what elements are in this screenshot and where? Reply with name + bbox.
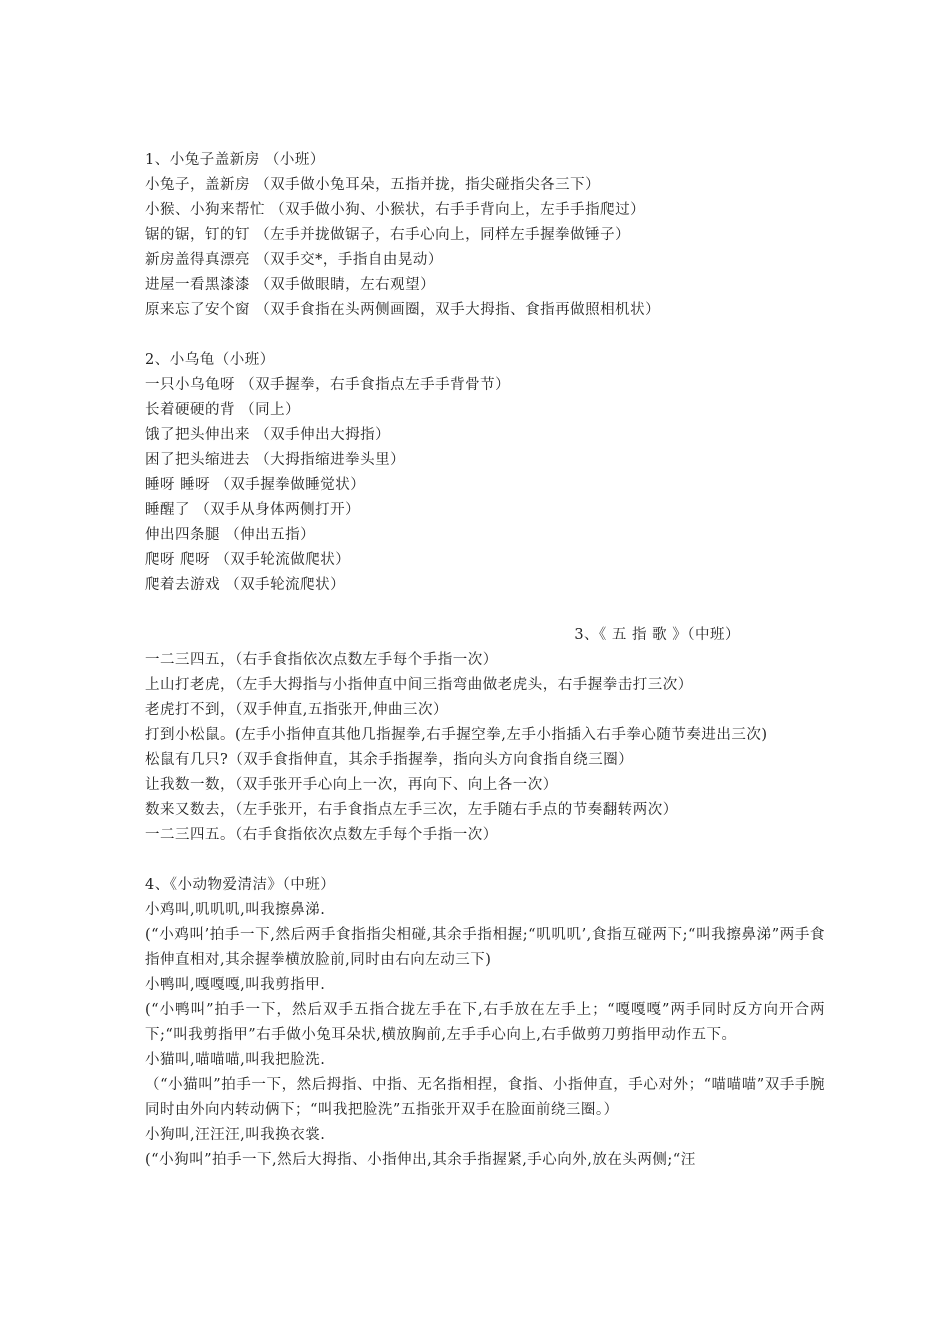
section-heading: 1、小兔子盖新房 （小班） — [145, 152, 325, 168]
text-line: 睡呀 睡呀 （双手握拳做睡觉状） — [145, 477, 366, 493]
text-paragraph: (“小鸭叫”拍手一下，然后双手五指合拢左手在下,右手放在左手上；“嘎嘎嘎”两手同时反方向开合两下;“叫我剪指甲”右手做小兔耳朵状,横放胸前,左手手心向上,右手做剪刀剪指甲动作五下。 — [145, 1002, 825, 1043]
section-heading: 3、《 五 指 歌 》（中班） — [574, 627, 740, 643]
text-line: 一二三四五。（右手食指依次点数左手每个手指一次） — [145, 827, 498, 843]
section-1 — [145, 148, 825, 323]
text-line: 新房盖得真漂亮 （双手交*，手指自由晃动） — [145, 252, 443, 268]
section-2 — [145, 348, 825, 598]
text-paragraph: （“小猫叫”拍手一下，然后拇指、中指、无名指相捏，食指、小指伸直，手心对外；“喵喵喵”双手手腕同时由外向内转动俩下；“叫我把脸洗”五指张开双手在脸面前绕三圈。） — [145, 1077, 825, 1118]
text-line: 原来忘了安个窗 （双手食指在头两侧画圈，双手大拇指、食指再做照相机状） — [145, 302, 661, 318]
text-line: 数来又数去，（左手张开，右手食指点左手三次，左手随右手点的节奏翻转两次） — [145, 802, 678, 818]
text-line: 长着硬硬的背 （同上） — [145, 402, 301, 418]
text-line: 爬着去游戏 （双手轮流爬状） — [145, 577, 346, 593]
section-gap — [145, 323, 825, 348]
section-4 — [145, 873, 825, 1173]
document-body — [145, 148, 825, 1173]
text-line: 进屋一看黑漆漆 （双手做眼睛，左右观望） — [145, 277, 436, 293]
text-line: 小鸭叫,嘎嘎嘎,叫我剪指甲. — [145, 977, 326, 993]
text-line: 小猫叫,喵喵喵,叫我把脸洗. — [145, 1052, 326, 1068]
text-line: 松鼠有几只?（双手食指伸直，其余手指握拳，指向头方向食指自绕三圈） — [145, 752, 634, 768]
section-heading: 4、《小动物爱清洁》（中班） — [145, 877, 336, 893]
section-heading: 2、小乌龟（小班） — [145, 352, 275, 368]
section-gap — [145, 848, 825, 873]
text-line: 小兔子，盖新房 （双手做小兔耳朵，五指并拢，指尖碰指尖各三下） — [145, 177, 601, 193]
text-line: 锯的锯，钉的钉 （左手并拢做锯子，右手心向上，同样左手握拳做锤子） — [145, 227, 631, 243]
section-3 — [145, 623, 825, 848]
text-line: 伸出四条腿 （伸出五指） — [145, 527, 316, 543]
text-line: 老虎打不到，（双手伸直,五指张开,伸曲三次） — [145, 702, 448, 718]
text-paragraph: (“小狗叫”拍手一下,然后大拇指、小指伸出,其余手指握紧,手心向外,放在头两侧;“汪 — [145, 1152, 696, 1168]
text-line: 睡醒了 （双手从身体两侧打开） — [145, 502, 361, 518]
text-line: 小狗叫,汪汪汪,叫我换衣裳. — [145, 1127, 326, 1143]
text-line: 小鸡叫,叽叽叽,叫我擦鼻涕. — [145, 902, 326, 918]
text-line: 让我数一数，（双手张开手心向上一次，再向下、向上各一次） — [145, 777, 558, 793]
text-line: 饿了把头伸出来 （双手伸出大拇指） — [145, 427, 391, 443]
text-paragraph: (“小鸡叫’拍手一下,然后两手食指指尖相碰,其余手指相握;“叽叽叽’,食指互碰两下;“叫我擦鼻涕”两手食指伸直相对,其余握拳横放脸前,同时由右向左动三下) — [145, 927, 825, 968]
text-line: 小猴、小狗来帮忙 （双手做小狗、小猴状，右手手背向上，左手手指爬过） — [145, 202, 646, 218]
text-line: 困了把头缩进去 （大拇指缩进拳头里） — [145, 452, 406, 468]
text-line: 一只小乌龟呀 （双手握拳，右手食指点左手手背骨节） — [145, 377, 511, 393]
text-line: 爬呀 爬呀 （双手轮流做爬状） — [145, 552, 351, 568]
text-paragraph: 打到小松鼠。(左手小指伸直其他几指握拳,右手握空拳,左手小指插入右手拳心随节奏进出三次) — [145, 727, 768, 743]
text-line: 上山打老虎，（左手大拇指与小指伸直中间三指弯曲做老虎头，右手握拳击打三次） — [145, 677, 693, 693]
section-gap — [145, 598, 825, 623]
text-line: 一二三四五，（右手食指依次点数左手每个手指一次） — [145, 652, 498, 668]
